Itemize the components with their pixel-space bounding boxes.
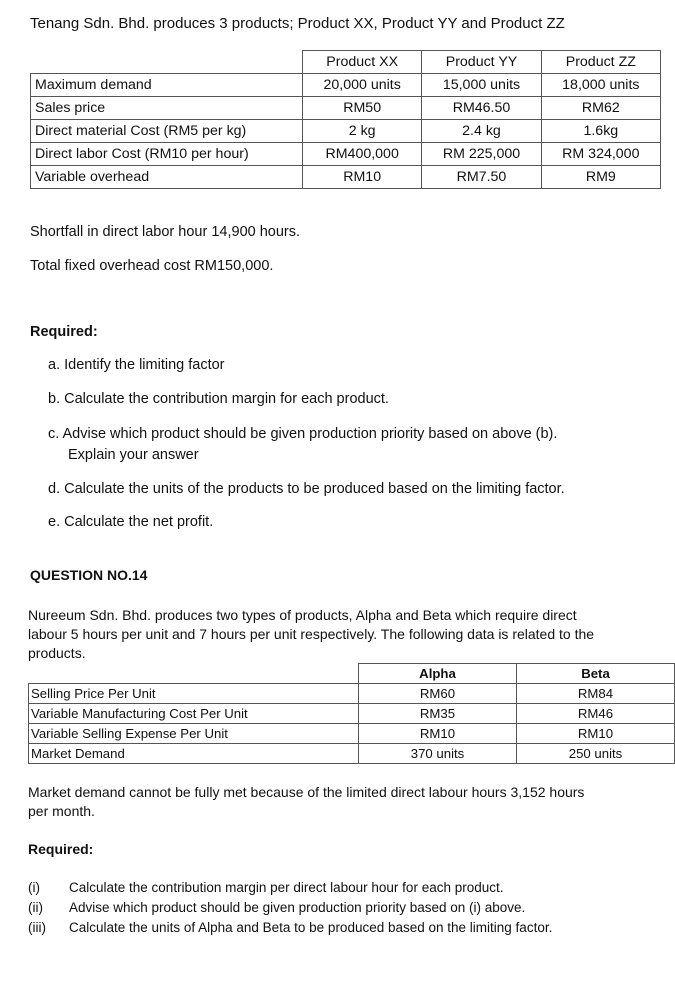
alpha-beta-table [28, 663, 675, 764]
table-row [31, 97, 661, 120]
table-cell: RM60 [359, 684, 517, 704]
product-table [30, 50, 661, 189]
row-label: Market Demand [29, 744, 359, 764]
list-item: a. Identify the limiting factor [48, 357, 225, 373]
roman-num: (ii) [28, 900, 43, 915]
table-row [29, 684, 675, 704]
table-cell: RM9 [541, 166, 660, 189]
header-beta: Beta [517, 664, 675, 684]
list-item-continuation: Explain your answer [68, 447, 199, 463]
table-cell: RM 324,000 [541, 143, 660, 166]
row-label: Maximum demand [31, 74, 303, 97]
market-demand-line: per month. [28, 803, 95, 819]
header-product-xx: Product XX [303, 51, 422, 74]
table-cell: 1.6kg [541, 120, 660, 143]
table-row [29, 724, 675, 744]
table-cell: 18,000 units [541, 74, 660, 97]
question-heading: QUESTION NO.14 [30, 567, 148, 583]
row-label: Variable Selling Expense Per Unit [29, 724, 359, 744]
list-item: d. Calculate the units of the products to be produced based on the limiting factor. [48, 481, 565, 497]
list-item: e. Calculate the net profit. [48, 514, 214, 530]
header-blank-cell [29, 664, 359, 684]
row-label: Selling Price Per Unit [29, 684, 359, 704]
table-cell: RM7.50 [422, 166, 541, 189]
table-cell: RM84 [517, 684, 675, 704]
table-cell: RM10 [517, 724, 675, 744]
question-paragraph-line: products. [28, 645, 86, 661]
question-paragraph-line: Nureeum Sdn. Bhd. produces two types of products, Alpha and Beta which require direct [28, 607, 577, 623]
table-cell: 250 units [517, 744, 675, 764]
table-cell: 2.4 kg [422, 120, 541, 143]
table-row [31, 166, 661, 189]
header-product-yy: Product YY [422, 51, 541, 74]
table-header-row [31, 51, 661, 74]
table-cell: RM10 [359, 724, 517, 744]
list-item: b. Calculate the contribution margin for each product. [48, 391, 389, 407]
row-label: Direct material Cost (RM5 per kg) [31, 120, 303, 143]
required-heading: Required: [30, 324, 98, 340]
table-cell: 15,000 units [422, 74, 541, 97]
table-cell: 20,000 units [303, 74, 422, 97]
roman-item-text: Calculate the units of Alpha and Beta to be produced based on the limiting factor. [69, 920, 553, 935]
table-cell: 370 units [359, 744, 517, 764]
table-cell: RM400,000 [303, 143, 422, 166]
table-cell: RM 225,000 [422, 143, 541, 166]
table-row [31, 74, 661, 97]
table-cell: RM50 [303, 97, 422, 120]
header-blank-cell [31, 51, 303, 74]
table-cell: RM10 [303, 166, 422, 189]
table-cell: RM35 [359, 704, 517, 724]
table-row [29, 704, 675, 724]
row-label: Direct labor Cost (RM10 per hour) [31, 143, 303, 166]
table-cell: RM46.50 [422, 97, 541, 120]
table-cell: RM46 [517, 704, 675, 724]
shortfall-text: Shortfall in direct labor hour 14,900 hours. [30, 224, 301, 240]
roman-num: (i) [28, 880, 40, 895]
row-label: Variable overhead [31, 166, 303, 189]
intro-text: Tenang Sdn. Bhd. produces 3 products; Product XX, Product YY and Product ZZ [30, 15, 565, 32]
table-cell: RM62 [541, 97, 660, 120]
question-paragraph-line: labour 5 hours per unit and 7 hours per unit respectively. The following data is related to the [28, 626, 595, 642]
market-demand-line: Market demand cannot be fully met because of the limited direct labour hours 3,152 hours [28, 784, 585, 800]
row-label: Sales price [31, 97, 303, 120]
table-header-row [29, 664, 675, 684]
roman-item-text: Calculate the contribution margin per direct labour hour for each product. [69, 880, 504, 895]
table-row [31, 120, 661, 143]
list-item: c. Advise which product should be given production priority based on above (b). [48, 426, 558, 442]
required-heading-q14: Required: [28, 841, 94, 857]
header-product-zz: Product ZZ [541, 51, 660, 74]
fixed-overhead-text: Total fixed overhead cost RM150,000. [30, 258, 274, 274]
roman-num: (iii) [28, 920, 46, 935]
header-alpha: Alpha [359, 664, 517, 684]
roman-item-text: Advise which product should be given production priority based on (i) above. [69, 900, 526, 915]
table-cell: 2 kg [303, 120, 422, 143]
table-row [29, 744, 675, 764]
row-label: Variable Manufacturing Cost Per Unit [29, 704, 359, 724]
table-row [31, 143, 661, 166]
